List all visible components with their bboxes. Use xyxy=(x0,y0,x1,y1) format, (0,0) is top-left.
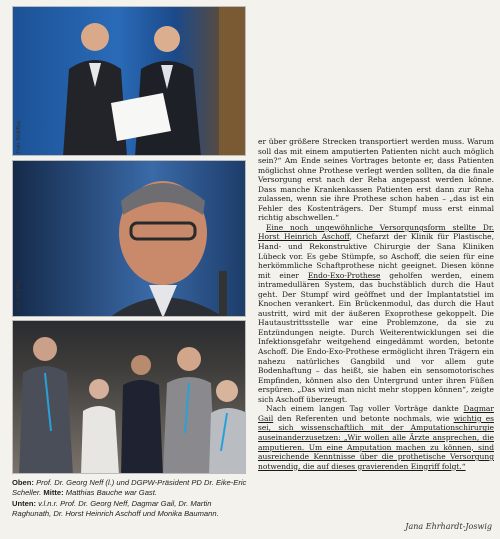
caption-top-text: Prof. Dr. Georg Neff (l.) und DGPW-Präsident PD Dr. Eike-Eric Scheller. xyxy=(12,478,247,498)
photo-group-image xyxy=(13,321,246,474)
photo-award-image xyxy=(13,7,246,156)
paragraph-text: , Chefarzt der Klinik für Plastische, Hand- und Rekonstruktive Chirurgie der Sana Kliniken Lübeck vor. Es gebe Stümpfe, so Aschoff, die seien für eine herkömmliche Schaftprothese nicht geeignet. Diesen könne mit einer xyxy=(258,232,494,280)
underlined-text: Endo-Exo-Prothese xyxy=(307,270,381,280)
photo-speaker-image xyxy=(13,161,246,317)
underlined-text: Dagmar Gail xyxy=(258,404,494,423)
article-text xyxy=(258,137,494,471)
paragraph-text: geholfen werden, einem intramedullären System, das buchstäblich durch die Haut geht. Der Stumpf wird geöffnet und der Implantatstiel im Knochen verankert. Ein Brückenmodul, das durch die Haut austritt, wird mit der äußeren Exoprothese gekoppelt. Die Hautaustrittsstelle war eine Problemzone, da sie zu Entzündungen neigte. Durch Weiterentwicklungen sei die Infektionsgefahr weitgehend eingedämmt worden, betonte Aschoff. Die Endo-Exo-Prothese ermöglicht ihren Trägern ein nahezu natürliches Gangbild und vor allem gute Bodenhaftung – das heißt, sie haben ein sensomotorisches Empfinden, können also den Untergrund unter ihren Füßen erspüren. „Das wird man nicht mehr stoppen können“, zeigte sich Aschoff überzeugt. xyxy=(258,270,495,404)
paragraph-text: den Referenten und betonte nochmals, wie xyxy=(273,413,454,423)
article-paragraph xyxy=(258,223,494,404)
article-paragraph xyxy=(258,404,494,471)
caption-bottom-label: Unten: xyxy=(12,498,37,508)
caption-middle-label: Mitte: xyxy=(43,488,64,498)
photo-caption xyxy=(12,478,252,520)
photo-credit: Foto: Bildt/Bay xyxy=(16,278,22,311)
paragraph-text: Nach einem langen Tag voller Vorträge dankte xyxy=(266,404,464,414)
photo-credit: Foto: Bildt/Bay xyxy=(16,120,22,153)
caption-bottom-text: v.l.n.r. Prof. Dr. Georg Neff, Dagmar Gail, Dr. Martin Raghunath, Dr. Horst Heinrich Aschoff und Monika Baumann. xyxy=(12,498,219,519)
photo-group xyxy=(12,320,246,474)
caption-middle-text: Matthias Bauche war Gast. xyxy=(65,488,157,498)
author-byline: Jana Ehrhardt-Joswig xyxy=(405,522,492,531)
caption-top-label: Oben: xyxy=(12,478,34,487)
underlined-text: wichtig es sei, sich wissenschaftlich mit der Amputationschirurgie auseinanderzusetzen: „Wir wollen alle Ärzte ansprechen, die amputieren. Um eine Amputation machen zu können, sind ausreichende Kenntnisse über die prothetische Versorgung notwendig, die auf dieses gravierenden Eingriff folgt.“ xyxy=(258,413,495,471)
underlined-text: Eine noch ungewöhnliche Versorgungsform stellte Dr. Horst Heinrich Aschoff xyxy=(258,222,494,242)
article-paragraph: er über größere Strecken transportiert werden muss. Warum soll das mit einem amputierten Patienten nicht auch möglich sein?“ Am Ende seines Vortrages betonte er, dass Patienten möglichst ohne Prothese verlegt werden sollten, da die finale Versorgung erst nach der Reha angepasst werden könne. Dass manche Krankenkassen Patienten erst dann zur Reha zulassen, wenn sie ihre Prothese schon haben – „das ist ein Fehler des Kostenträgers. Der Stumpf muss erst einmal richtig abschwellen.“ xyxy=(258,137,494,223)
photo-speaker xyxy=(12,160,246,317)
photo-award xyxy=(12,6,246,156)
